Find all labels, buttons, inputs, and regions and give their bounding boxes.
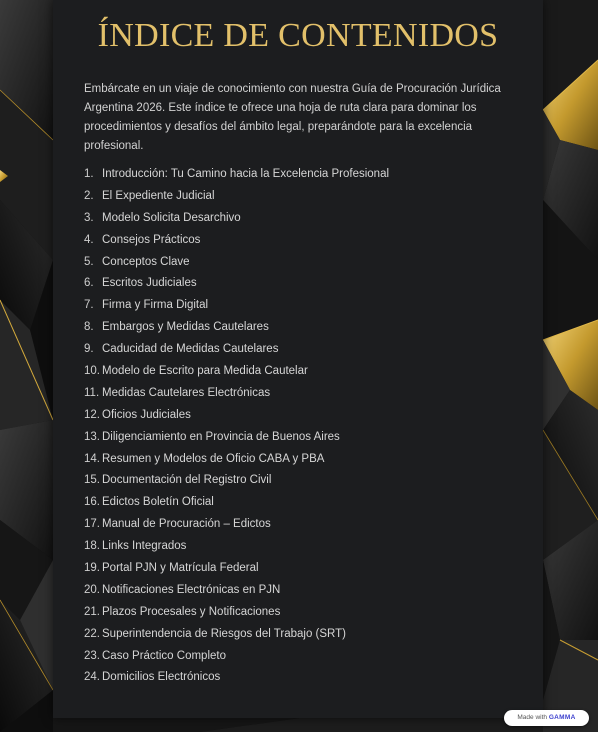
toc-item-number: 20. — [84, 583, 100, 596]
toc-item-number: 2. — [84, 189, 94, 202]
toc-item-number: 8. — [84, 321, 94, 334]
toc-item — [84, 646, 389, 668]
toc-item-number: 14. — [84, 452, 100, 465]
toc-item-number: 10. — [84, 365, 100, 378]
toc-item — [84, 470, 389, 492]
toc-item-label: El Expediente Judicial — [102, 189, 215, 202]
toc-item-label: Superintendencia de Riesgos del Trabajo (SRT) — [102, 627, 346, 640]
toc-item-number: 24. — [84, 671, 100, 684]
toc-item — [84, 230, 389, 252]
toc-item — [84, 602, 389, 624]
toc-item — [84, 295, 389, 317]
toc-item-label: Caso Práctico Completo — [102, 649, 226, 662]
toc-item-label: Firma y Firma Digital — [102, 299, 209, 312]
toc-item-number: 4. — [84, 233, 94, 246]
toc-item-number: 12. — [84, 408, 100, 421]
gamma-logo: GAMMA — [548, 714, 576, 721]
toc-item-label: Embargos y Medidas Cautelares — [102, 321, 269, 334]
toc-item-number: 9. — [84, 343, 94, 356]
toc-item-number: 3. — [84, 211, 94, 224]
toc-item-label: Links Integrados — [102, 540, 187, 553]
toc-item-label: Escritos Judiciales — [102, 277, 197, 290]
toc-item-number: 18. — [84, 540, 100, 553]
toc-item-label: Manual de Procuración – Edictos — [102, 518, 271, 531]
toc-item-label: Plazos Procesales y Notificaciones — [102, 605, 281, 618]
toc-item-label: Notificaciones Electrónicas en PJN — [102, 583, 281, 596]
toc-item — [84, 273, 389, 295]
table-of-contents — [84, 164, 389, 689]
toc-item — [84, 514, 389, 536]
toc-item-number: 15. — [84, 474, 100, 487]
toc-item — [84, 339, 389, 361]
toc-item-label: Oficios Judiciales — [102, 408, 191, 421]
made-with-gamma-badge[interactable] — [504, 710, 589, 726]
toc-item-number: 11. — [84, 386, 100, 399]
toc-item-number: 21. — [84, 605, 100, 618]
toc-item-number: 1. — [84, 168, 94, 180]
toc-item-number: 19. — [84, 562, 100, 575]
toc-item-label: Introducción: Tu Camino hacia la Excelencia Profesional — [102, 168, 390, 180]
toc-item — [84, 405, 389, 427]
toc-item-label: Consejos Prácticos — [102, 233, 201, 246]
toc-item — [84, 383, 389, 405]
toc-item — [84, 252, 389, 274]
toc-item-number: 16. — [84, 496, 100, 509]
toc-item — [84, 186, 389, 208]
toc-item-label: Caducidad de Medidas Cautelares — [102, 343, 279, 356]
toc-item-label: Conceptos Clave — [102, 255, 190, 268]
toc-item-label: Medidas Cautelares Electrónicas — [102, 386, 271, 399]
toc-item — [84, 361, 389, 383]
toc-item-number: 17. — [84, 518, 100, 531]
toc-item — [84, 492, 389, 514]
toc-item — [84, 624, 389, 646]
toc-item-number: 13. — [84, 430, 100, 443]
toc-item — [84, 536, 389, 558]
toc-item — [84, 427, 389, 449]
toc-item-label: Documentación del Registro Civil — [102, 474, 272, 487]
toc-item-label: Resumen y Modelos de Oficio CABA y PBA — [102, 452, 325, 465]
toc-item-number: 7. — [84, 299, 94, 312]
toc-item — [84, 667, 389, 689]
toc-item — [84, 208, 389, 230]
toc-item — [84, 164, 389, 186]
toc-item-label: Portal PJN y Matrícula Federal — [102, 562, 259, 575]
badge-prefix: Made with — [517, 714, 548, 721]
toc-item-number: 23. — [84, 649, 100, 662]
intro-paragraph: Embárcate en un viaje de conocimiento con nuestra Guía de Procuración Jurídica Argentina 2026. Este índice te ofrece una hoja de ruta clara para dominar los procedimientos y desafíos del ámbito legal, preparándote para la excelencia profesional. — [84, 83, 501, 152]
toc-item — [84, 558, 389, 580]
toc-item — [84, 449, 389, 471]
toc-item-number: 22. — [84, 627, 100, 640]
content-card — [53, 0, 543, 718]
page-title: ÍNDICE DE CONTENIDOS — [97, 17, 499, 54]
toc-item — [84, 580, 389, 602]
toc-item-label: Diligenciamiento en Provincia de Buenos Aires — [102, 430, 340, 443]
toc-item-label: Modelo de Escrito para Medida Cautelar — [102, 365, 308, 378]
toc-item-label: Modelo Solicita Desarchivo — [102, 211, 241, 224]
toc-item — [84, 317, 389, 339]
toc-item-number: 5. — [84, 255, 94, 268]
toc-item-label: Edictos Boletín Oficial — [102, 496, 214, 509]
toc-item-label: Domicilios Electrónicos — [102, 671, 221, 684]
toc-item-number: 6. — [84, 277, 94, 290]
